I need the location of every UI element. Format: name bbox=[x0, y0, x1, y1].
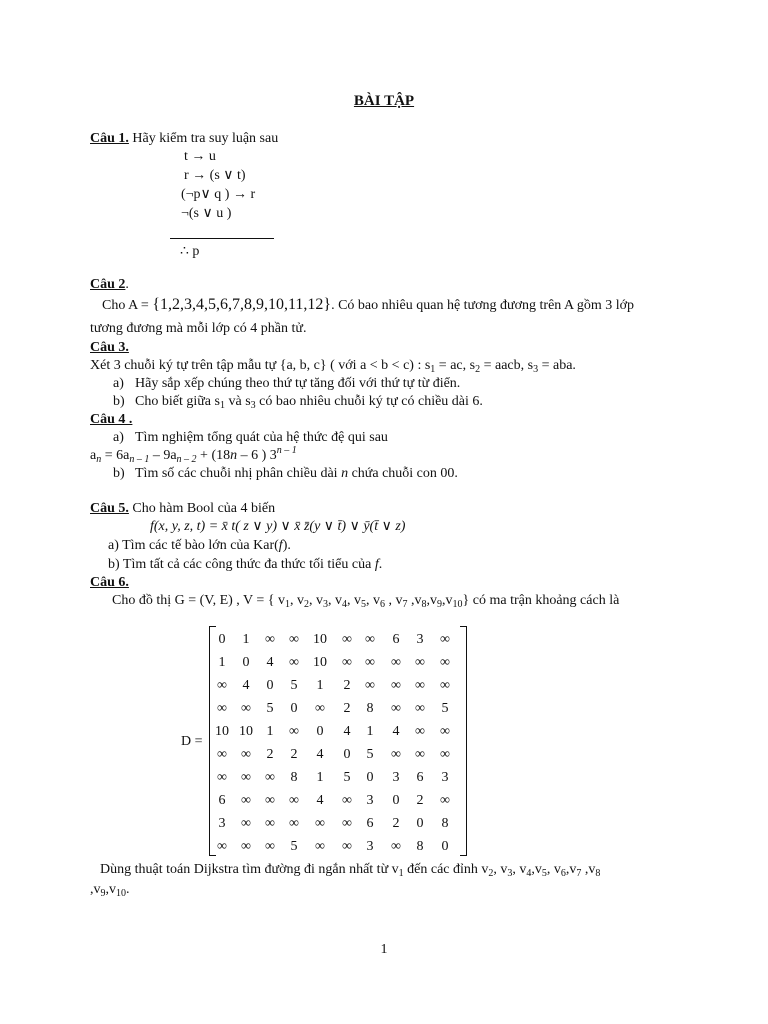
matrix-cell: ∞ bbox=[415, 724, 425, 739]
matrix-cell: 3 bbox=[366, 793, 374, 808]
dij-text-2: đến các đỉnh v bbox=[403, 862, 489, 877]
q3-sub-3: 3 bbox=[533, 364, 539, 375]
matrix-cell: ∞ bbox=[440, 747, 450, 762]
q1-divider bbox=[170, 238, 274, 239]
dij-text-6: , v bbox=[546, 862, 561, 877]
dij-v6: 6 bbox=[560, 868, 566, 879]
matrix-cell: ∞ bbox=[391, 839, 401, 854]
matrix-cell: 0 bbox=[441, 839, 449, 854]
matrix-cell: ∞ bbox=[315, 839, 325, 854]
q2-line-2: tương đương mà mỗi lớp có 4 phần tử. bbox=[90, 321, 307, 336]
matrix-cell: 4 bbox=[392, 724, 400, 739]
q6-c7: ,v bbox=[407, 593, 422, 608]
q5-b bbox=[108, 556, 382, 574]
q4-rec-sub-n: n bbox=[96, 454, 102, 465]
q3-b-sub-3: 3 bbox=[250, 400, 256, 411]
q4-rec-sub-n1: n – 1 bbox=[129, 454, 150, 465]
matrix-cell: 5 bbox=[366, 747, 374, 762]
q5-text: Cho hàm Bool của 4 biến bbox=[128, 501, 276, 516]
matrix-cell: 0 bbox=[242, 655, 250, 670]
matrix-cell: ∞ bbox=[217, 678, 227, 693]
q5-a-f: f bbox=[278, 538, 283, 553]
matrix-cell: ∞ bbox=[415, 701, 425, 716]
q6-c2: , v bbox=[309, 593, 324, 608]
q4-b-end: chứa chuỗi con 00. bbox=[348, 466, 458, 481]
q6-v2: 2 bbox=[304, 599, 310, 610]
matrix-cell: ∞ bbox=[440, 724, 450, 739]
q6-intro-end: } có ma trận khoảng cách là bbox=[462, 593, 620, 608]
q6-v9: 9 bbox=[437, 599, 443, 610]
q1-heading bbox=[90, 130, 278, 148]
q5-formula: f(x, y, z, t) = x̄ t( z ∨ y) ∨ x̄ z̄(y ∨ t̄) ∨ ȳ(t̄ ∨ z) bbox=[150, 519, 406, 534]
q3-b-text bbox=[135, 393, 483, 411]
dij-v3: 3 bbox=[507, 868, 513, 879]
q6-c1: , v bbox=[290, 593, 305, 608]
matrix-cell: 1 bbox=[266, 724, 274, 739]
matrix-cell: 1 bbox=[242, 632, 250, 647]
page-title: BÀI TẬP bbox=[353, 93, 415, 109]
matrix-cell: ∞ bbox=[365, 632, 375, 647]
q4-rec-a: a bbox=[90, 448, 97, 463]
matrix-cell: 4 bbox=[343, 724, 351, 739]
dij-text-5: ,v bbox=[531, 862, 542, 877]
matrix-cell: 10 bbox=[313, 655, 327, 670]
matrix-cell: ∞ bbox=[265, 770, 275, 785]
matrix-cell: ∞ bbox=[365, 655, 375, 670]
q4-b-n: n bbox=[341, 466, 349, 481]
q2-line-1 bbox=[102, 296, 634, 315]
matrix-cell: ∞ bbox=[241, 701, 251, 716]
matrix-cell: 0 bbox=[343, 747, 351, 762]
matrix-cell: 4 bbox=[266, 655, 274, 670]
q4-rec-n: n bbox=[230, 448, 238, 463]
q4-rec-5: – 6 ) 3 bbox=[237, 448, 277, 463]
q2-label-dot: . bbox=[125, 277, 129, 292]
matrix-cell: ∞ bbox=[265, 632, 275, 647]
q5-b-end: . bbox=[378, 557, 383, 572]
matrix-cell: 2 bbox=[392, 816, 400, 831]
page-number: 1 bbox=[380, 942, 388, 957]
q4-b-text bbox=[135, 465, 458, 483]
matrix-cell: ∞ bbox=[265, 793, 275, 808]
q4-b-mark: b) bbox=[113, 466, 125, 481]
q3-b-mark: b) bbox=[113, 394, 125, 409]
dij-v2: 2 bbox=[488, 868, 494, 879]
q2-cho: Cho A = bbox=[102, 298, 153, 313]
q2-text: . Có bao nhiêu quan hệ tương đương trên A gồm 3 lớp bbox=[331, 298, 635, 313]
q6-label: Câu 6. bbox=[90, 575, 129, 590]
matrix-cell: 3 bbox=[218, 816, 226, 831]
q4-a-mark: a) bbox=[113, 430, 124, 445]
matrix-cell: ∞ bbox=[241, 747, 251, 762]
q4-b-pre: Tìm số các chuỗi nhị phân chiều dài bbox=[135, 466, 342, 481]
matrix-cell: 0 bbox=[266, 678, 274, 693]
dij-v8: 8 bbox=[595, 868, 601, 879]
dij-v10: 10 bbox=[116, 888, 126, 899]
dij-v7: 7 bbox=[576, 868, 582, 879]
q3-intro-text: Xét 3 chuỗi ký tự trên tập mẫu tự {a, b, c} ( với a < b < c) : s bbox=[90, 358, 431, 373]
q6-v7: 7 bbox=[402, 599, 408, 610]
q4-recurrence bbox=[90, 447, 297, 465]
q3-intro-mid1: = ac, s bbox=[435, 358, 476, 373]
q4-rec-sub-n2: n – 2 bbox=[176, 454, 197, 465]
q3-b-mid: và s bbox=[224, 394, 251, 409]
q6-v8: 8 bbox=[421, 599, 427, 610]
matrix-cell: ∞ bbox=[440, 632, 450, 647]
q5-heading bbox=[90, 500, 275, 518]
q1-premise-4: ¬(s ∨ u ) bbox=[181, 206, 232, 221]
matrix-cell: ∞ bbox=[241, 839, 251, 854]
matrix-cell: 10 bbox=[313, 632, 327, 647]
q1-text: Hãy kiểm tra suy luận sau bbox=[128, 131, 279, 146]
matrix-cell: 3 bbox=[416, 632, 424, 647]
matrix-cell: ∞ bbox=[217, 701, 227, 716]
q6-c8: ,v bbox=[426, 593, 438, 608]
q3-intro-end: = aba. bbox=[538, 358, 576, 373]
matrix-cell: 6 bbox=[366, 816, 374, 831]
dij-v9: 9 bbox=[100, 888, 106, 899]
dij-text-4: , v bbox=[512, 862, 527, 877]
matrix-cell: 2 bbox=[343, 678, 351, 693]
matrix-cell: ∞ bbox=[391, 701, 401, 716]
q4-rec-3: – 9a bbox=[149, 448, 177, 463]
matrix-cell: 6 bbox=[218, 793, 226, 808]
q6-c3: , v bbox=[328, 593, 343, 608]
matrix-cell: ∞ bbox=[415, 747, 425, 762]
q6-intro-text: Cho đồ thị G = (V, E) , V = { v bbox=[112, 593, 286, 608]
q5-a bbox=[108, 537, 291, 555]
matrix-cell: 8 bbox=[416, 839, 424, 854]
matrix-cell: 6 bbox=[416, 770, 424, 785]
matrix-cell: 5 bbox=[290, 839, 298, 854]
matrix-cell: 4 bbox=[316, 747, 324, 762]
q6-dijkstra-line-2 bbox=[90, 881, 130, 899]
matrix-cell: ∞ bbox=[342, 632, 352, 647]
dij-text-9: ,v bbox=[90, 882, 101, 897]
q4-rec-exp: n – 1 bbox=[276, 445, 297, 456]
matrix-cell: ∞ bbox=[391, 655, 401, 670]
matrix-cell: ∞ bbox=[440, 793, 450, 808]
dij-text-10: ,v bbox=[105, 882, 116, 897]
q5-b-text: b) Tìm tất cả các công thức đa thức tối tiểu của bbox=[108, 557, 375, 572]
dij-text-7: ,v bbox=[565, 862, 577, 877]
q3-sub-1: 1 bbox=[430, 364, 436, 375]
q5-a-text: a) Tìm các tế bào lớn của Kar( bbox=[108, 538, 279, 553]
matrix-cell: ∞ bbox=[315, 701, 325, 716]
matrix-cell: 8 bbox=[290, 770, 298, 785]
q2-label: Câu 2 bbox=[90, 277, 126, 292]
q3-b-end: có bao nhiêu chuỗi ký tự có chiều dài 6. bbox=[255, 394, 483, 409]
q6-v1: 1 bbox=[285, 599, 291, 610]
q6-v4: 4 bbox=[342, 599, 348, 610]
q5-label: Câu 5. bbox=[90, 501, 129, 516]
q6-c6: , v bbox=[385, 593, 403, 608]
dij-v4: 4 bbox=[526, 868, 532, 879]
matrix-cell: ∞ bbox=[265, 816, 275, 831]
matrix-cell: ∞ bbox=[289, 655, 299, 670]
matrix-cell: 4 bbox=[242, 678, 250, 693]
matrix-cell: 0 bbox=[316, 724, 324, 739]
matrix-cell: ∞ bbox=[391, 678, 401, 693]
q3-b-pre: Cho biết giữa s bbox=[135, 394, 220, 409]
q6-v6: 6 bbox=[380, 599, 386, 610]
matrix-cell: ∞ bbox=[241, 793, 251, 808]
q3-sub-2: 2 bbox=[475, 364, 481, 375]
q4-a-text: Tìm nghiệm tổng quát của hệ thức đệ qui sau bbox=[135, 430, 388, 445]
q2-set: {1,2,3,4,5,6,7,8,9,10,11,12} bbox=[152, 296, 332, 313]
matrix-cell: 5 bbox=[290, 678, 298, 693]
matrix-cell: ∞ bbox=[391, 747, 401, 762]
q4-rec-2: = 6a bbox=[101, 448, 130, 463]
q6-dijkstra-line-1 bbox=[100, 861, 600, 879]
matrix-cell: 2 bbox=[343, 701, 351, 716]
matrix-cell: 1 bbox=[316, 770, 324, 785]
matrix-cell: 10 bbox=[215, 724, 229, 739]
dij-text-8: ,v bbox=[581, 862, 596, 877]
q1-premise-3: (¬p∨ q ) → r bbox=[181, 187, 256, 202]
matrix-cell: 5 bbox=[266, 701, 274, 716]
matrix-cell: 8 bbox=[441, 816, 449, 831]
matrix-cell: ∞ bbox=[217, 747, 227, 762]
matrix-cell: 2 bbox=[416, 793, 424, 808]
q1-premise-1: t → u bbox=[184, 149, 216, 164]
q3-intro-mid2: = aacb, s bbox=[480, 358, 534, 373]
matrix-cell: ∞ bbox=[440, 655, 450, 670]
matrix-cell: ∞ bbox=[265, 839, 275, 854]
matrix-cell: 5 bbox=[343, 770, 351, 785]
q1-conclusion: ∴ p bbox=[180, 244, 200, 259]
matrix-cell: 0 bbox=[416, 816, 424, 831]
dij-v1: 1 bbox=[398, 868, 404, 879]
q3-a-mark: a) bbox=[113, 376, 124, 391]
q5-a-end: ). bbox=[282, 538, 291, 553]
q3-b-sub-1: 1 bbox=[219, 400, 225, 411]
q6-v10: 10 bbox=[452, 599, 463, 610]
matrix-cell: ∞ bbox=[241, 816, 251, 831]
dij-text-1: Dùng thuật toán Dijkstra tìm đường đi ngắn nhất từ v bbox=[100, 862, 399, 877]
q6-v3: 3 bbox=[323, 599, 329, 610]
q6-c9: ,v bbox=[442, 593, 453, 608]
distance-matrix bbox=[209, 626, 467, 856]
q2-heading bbox=[90, 276, 129, 294]
matrix-cell: 0 bbox=[290, 701, 298, 716]
q6-c4: , v bbox=[347, 593, 362, 608]
matrix-cell: ∞ bbox=[289, 816, 299, 831]
matrix-cell: ∞ bbox=[289, 793, 299, 808]
matrix-label: D = bbox=[181, 734, 203, 749]
q3-intro bbox=[90, 357, 576, 375]
matrix-cell: ∞ bbox=[342, 839, 352, 854]
matrix-cell: 3 bbox=[392, 770, 400, 785]
q6-intro bbox=[112, 592, 619, 610]
matrix-cell: 4 bbox=[316, 793, 324, 808]
matrix-cell: 1 bbox=[316, 678, 324, 693]
matrix-cell: ∞ bbox=[415, 655, 425, 670]
matrix-cell: ∞ bbox=[342, 793, 352, 808]
q4-label: Câu 4 . bbox=[90, 412, 133, 427]
q1-label: Câu 1. bbox=[90, 131, 129, 146]
matrix-cell: 2 bbox=[290, 747, 298, 762]
q3-label: Câu 3. bbox=[90, 340, 129, 355]
matrix-cell: 2 bbox=[266, 747, 274, 762]
matrix-cell: 0 bbox=[366, 770, 374, 785]
dij-text-3: , v bbox=[493, 862, 508, 877]
matrix-cell: 8 bbox=[366, 701, 374, 716]
q6-v5: 5 bbox=[361, 599, 367, 610]
matrix-cell: ∞ bbox=[315, 816, 325, 831]
dij-v5: 5 bbox=[541, 868, 547, 879]
q6-c5: , v bbox=[366, 593, 381, 608]
matrix-cell: 5 bbox=[441, 701, 449, 716]
matrix-cell: ∞ bbox=[342, 655, 352, 670]
q1-premise-2: r → (s ∨ t) bbox=[184, 168, 246, 183]
matrix-cell: ∞ bbox=[217, 839, 227, 854]
matrix-cell: 1 bbox=[366, 724, 374, 739]
dij-end: . bbox=[126, 882, 130, 897]
matrix-cell: ∞ bbox=[217, 770, 227, 785]
matrix-cell: 1 bbox=[218, 655, 226, 670]
matrix-cell: 3 bbox=[441, 770, 449, 785]
matrix-cell: ∞ bbox=[289, 724, 299, 739]
matrix-cell: 6 bbox=[392, 632, 400, 647]
matrix-cell: ∞ bbox=[289, 632, 299, 647]
matrix-cell: ∞ bbox=[241, 770, 251, 785]
matrix-cell: 0 bbox=[218, 632, 226, 647]
matrix-bracket-right bbox=[460, 626, 467, 856]
matrix-cell: 3 bbox=[366, 839, 374, 854]
matrix-cell: 10 bbox=[239, 724, 253, 739]
q4-rec-4: + (18 bbox=[196, 448, 231, 463]
matrix-cell: ∞ bbox=[440, 678, 450, 693]
matrix-cell: 0 bbox=[392, 793, 400, 808]
matrix-cell: ∞ bbox=[365, 678, 375, 693]
matrix-cell: ∞ bbox=[342, 816, 352, 831]
q3-a-text: Hãy sắp xếp chúng theo thứ tự tăng đối với thứ tự từ điển. bbox=[135, 376, 461, 391]
q5-b-f: f bbox=[374, 557, 379, 572]
matrix-cell: ∞ bbox=[415, 678, 425, 693]
